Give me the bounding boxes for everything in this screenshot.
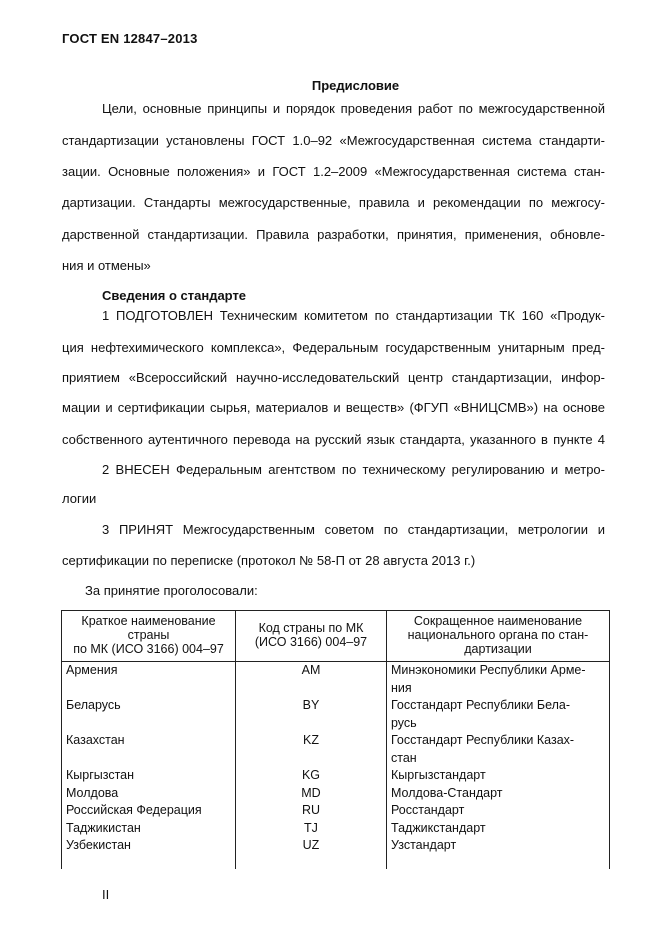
table-row — [62, 767, 610, 785]
item2-line: 2 ВНЕСЕН Федеральным агентством по техническому регулированию и метро- — [102, 462, 605, 477]
page-number: II — [102, 887, 110, 902]
table-row — [62, 732, 610, 767]
country-code: RU — [236, 802, 387, 820]
country-name: Таджикистан — [62, 820, 236, 838]
table-row — [62, 662, 610, 698]
foreword-line: дарственной стандартизации. Правила разработки, принятия, применения, обновле- — [62, 227, 605, 242]
item1-line: приятием «Всероссийский научно-исследовательский центр стандартизации, инфор- — [62, 370, 605, 385]
country-name: Российская Федерация — [62, 802, 236, 820]
item3-line: сертификации по переписке (протокол № 58-П от 28 августа 2013 г.) — [62, 553, 476, 568]
country-code: AM — [236, 662, 387, 698]
standard-info-heading: Сведения о стандарте — [102, 288, 247, 303]
country-code: UZ — [236, 837, 387, 855]
foreword-title: Предисловие — [311, 78, 400, 93]
foreword-line: Цели, основные принципы и порядок проведения работ по межгосударственной — [102, 101, 605, 116]
item1-line: ция нефтехимического комплекса», Федеральным государственным унитарным пред- — [62, 340, 605, 355]
national-body: Узстандарт — [387, 837, 610, 855]
country-name: Кыргызстан — [62, 767, 236, 785]
item1-line: 1 ПОДГОТОВЛЕН Техническим комитетом по стандартизации ТК 160 «Продук- — [102, 308, 605, 323]
header-country-name: Краткое наименование страны по МК (ИСО 3166) 004–97 — [62, 611, 236, 662]
country-code: KZ — [236, 732, 387, 767]
country-name: Казахстан — [62, 732, 236, 767]
national-body: Кыргызстандарт — [387, 767, 610, 785]
table-row — [62, 837, 610, 855]
foreword-line: стандартизации установлены ГОСТ 1.0–92 «Межгосударственная система стандарти- — [62, 133, 605, 148]
national-body: Росстандарт — [387, 802, 610, 820]
header-country-code: Код страны по МК (ИСО 3166) 004–97 — [236, 611, 387, 662]
country-code: TJ — [236, 820, 387, 838]
country-name: Молдова — [62, 785, 236, 803]
national-body: Госстандарт Республики Бела- русь — [387, 697, 610, 732]
table-row — [62, 785, 610, 803]
foreword-line: ния и отмены» — [62, 258, 151, 273]
countries-table — [61, 610, 610, 869]
national-body: Минэкономики Республики Арме- ния — [387, 662, 610, 698]
table-row — [62, 802, 610, 820]
table-row — [62, 697, 610, 732]
table-header-row — [62, 611, 610, 662]
country-code: MD — [236, 785, 387, 803]
table-row — [62, 820, 610, 838]
item1-line: собственного аутентичного перевода на русский язык стандарта, указанного в пункте 4 — [62, 432, 605, 447]
country-name: Беларусь — [62, 697, 236, 732]
foreword-line: дартизации. Стандарты межгосударственные, правила и рекомендации по межгосу- — [62, 195, 605, 210]
country-name: Узбекистан — [62, 837, 236, 855]
country-code: KG — [236, 767, 387, 785]
voted-label: За принятие проголосовали: — [85, 583, 258, 598]
national-body: Госстандарт Республики Казах- стан — [387, 732, 610, 767]
item2-line: логии — [62, 491, 97, 506]
table-filler-row — [62, 855, 610, 869]
country-code: BY — [236, 697, 387, 732]
document-id-header: ГОСТ EN 12847–2013 — [62, 31, 198, 46]
header-national-body: Сокращенное наименование национального органа по стан- дартизации — [387, 611, 610, 662]
national-body: Таджикстандарт — [387, 820, 610, 838]
item1-line: мации и сертификации сырья, материалов и веществ» (ФГУП «ВНИЦСМВ») на основе — [62, 400, 605, 415]
item3-line: 3 ПРИНЯТ Межгосударственным советом по стандартизации, метрологии и — [102, 522, 605, 537]
national-body: Молдова-Стандарт — [387, 785, 610, 803]
foreword-line: зации. Основные положения» и ГОСТ 1.2–2009 «Межгосударственная система стан- — [62, 164, 605, 179]
country-name: Армения — [62, 662, 236, 698]
